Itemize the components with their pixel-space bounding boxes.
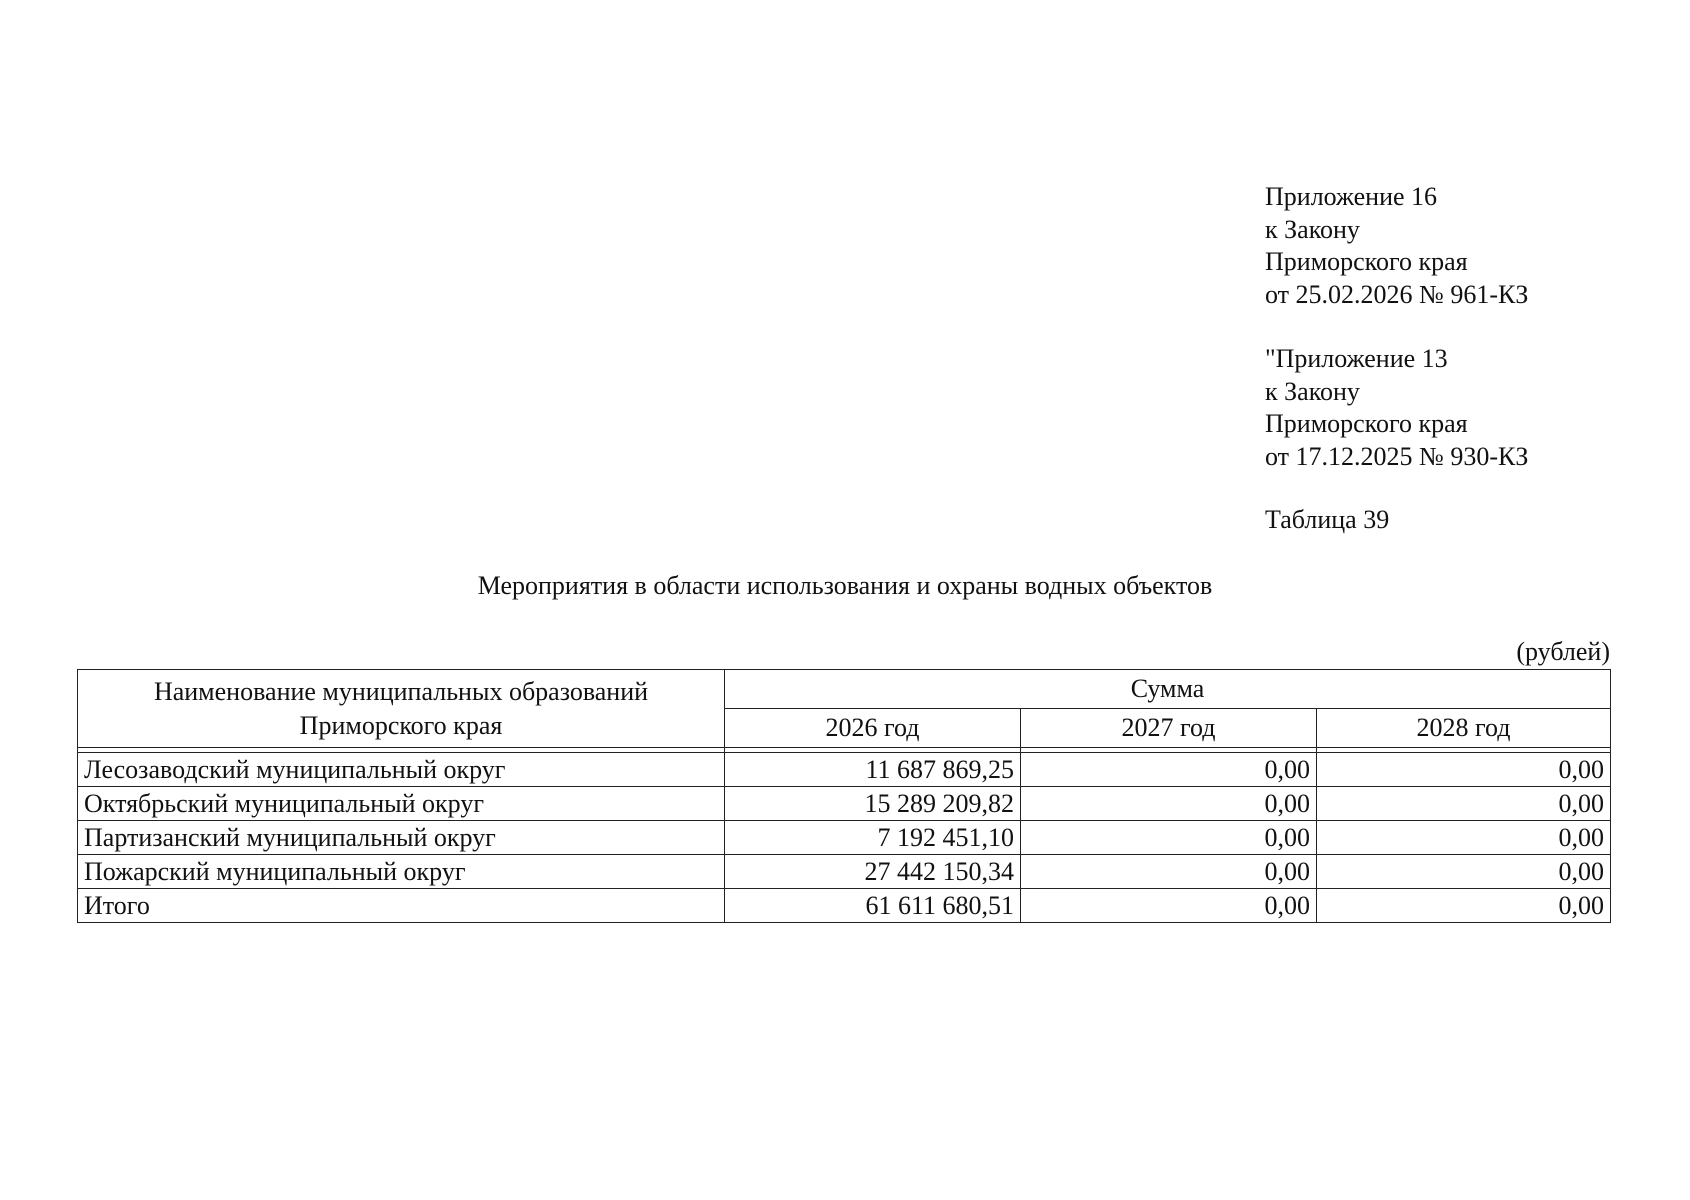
amount-2027: 0,00 <box>1021 787 1317 821</box>
amount-2027: 0,00 <box>1021 753 1317 787</box>
appendix-line: от 25.02.2026 № 961-КЗ <box>1265 279 1529 309</box>
appendix-line: к Закону <box>1265 376 1360 406</box>
amount-2028: 0,00 <box>1317 855 1611 889</box>
table-row <box>78 821 1611 855</box>
header-municipality <box>78 670 725 748</box>
table-number: Таблица 39 <box>1265 505 1390 534</box>
total-2027: 0,00 <box>1021 889 1317 923</box>
appendix-line: от 17.12.2025 № 930-КЗ <box>1265 441 1529 471</box>
header-sum: Сумма <box>725 670 1611 709</box>
table-row <box>78 787 1611 821</box>
header-municipality-line1: Наименование муниципальных образований <box>153 676 649 706</box>
amount-2026: 7 192 451,10 <box>725 821 1021 855</box>
total-2028: 0,00 <box>1317 889 1611 923</box>
appendix-header-amended <box>1265 343 1528 473</box>
header-municipality-line2: Приморского края <box>299 710 503 740</box>
header-year-2027: 2027 год <box>1021 709 1317 748</box>
amount-2028: 0,00 <box>1317 821 1611 855</box>
document-title: Мероприятия в области использования и охраны водных объектов <box>477 571 1213 600</box>
header-year-2026: 2026 год <box>725 709 1021 748</box>
amount-2026: 27 442 150,34 <box>725 855 1021 889</box>
appendix-line: Приморского края <box>1265 247 1468 276</box>
units-label: (рублей) <box>1516 637 1610 666</box>
header-year-2028: 2028 год <box>1317 709 1611 748</box>
amount-2028: 0,00 <box>1317 787 1611 821</box>
data-table <box>77 669 1611 923</box>
appendix-line: "Приложение 13 <box>1265 344 1448 373</box>
municipality-name: Лесозаводский муниципальный округ <box>78 753 725 787</box>
amount-2027: 0,00 <box>1021 855 1317 889</box>
total-label: Итого <box>78 889 725 923</box>
appendix-header-current <box>1265 181 1528 311</box>
municipality-name: Партизанский муниципальный округ <box>78 821 725 855</box>
amount-2027: 0,00 <box>1021 821 1317 855</box>
total-row <box>78 889 1611 923</box>
appendix-line: к Закону <box>1265 214 1360 244</box>
table-row <box>78 855 1611 889</box>
total-2026: 61 611 680,51 <box>725 889 1021 923</box>
municipality-name: Пожарский муниципальный округ <box>78 855 725 889</box>
table-row <box>78 753 1611 787</box>
appendix-line: Приморского края <box>1265 409 1468 438</box>
appendix-line: Приложение 16 <box>1265 182 1438 211</box>
amount-2026: 11 687 869,25 <box>725 753 1021 787</box>
amount-2026: 15 289 209,82 <box>725 787 1021 821</box>
municipality-name: Октябрьский муниципальный округ <box>78 787 725 821</box>
amount-2028: 0,00 <box>1317 753 1611 787</box>
